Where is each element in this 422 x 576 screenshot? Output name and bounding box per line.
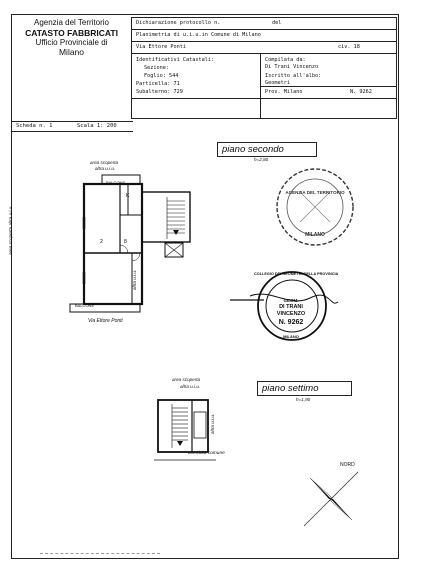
geometri-stamp-name1: DI TRANI <box>279 304 303 310</box>
svg-text:2: 2 <box>100 239 103 245</box>
floor-seventh-area-top: area scoperta <box>172 377 201 382</box>
catasto-title: CATASTO FABBRICATI <box>25 27 118 38</box>
floor-seventh-right-side: altra u.i.u. <box>210 413 215 434</box>
floor-second-height: h=2,80 <box>254 157 269 162</box>
particella-label: Particella: 71 <box>136 81 180 87</box>
agency-stamp-city: MILANO <box>305 232 325 238</box>
floor-second-right-side: altra u.i.u. <box>132 269 137 290</box>
agency-stamp-text: AGENZIA DEL TERRITORIO <box>285 190 345 195</box>
north-label: NORD <box>340 462 355 468</box>
floor-second-area-top: area scoperta <box>90 160 119 165</box>
header-divider <box>260 86 396 87</box>
geometri-stamp-label: GEOM. <box>283 298 299 303</box>
iscritto-label: Iscritto all'albo: <box>265 73 322 79</box>
floor-second-area-top-2: altra u.i.u. <box>95 166 116 171</box>
dichiarazione-label: Dichiarazione protocollo n. <box>136 20 221 26</box>
address-street: Via Ettore Ponti <box>136 44 186 50</box>
north-arrow-icon <box>300 468 362 530</box>
street-label: Via Ettore Ponti <box>88 318 123 324</box>
foglio-label: Foglio: 544 <box>144 73 179 79</box>
header-divider <box>132 98 396 99</box>
scheda-top-rule <box>11 121 133 122</box>
prov-label: Prov. Milano <box>265 89 303 95</box>
header-divider <box>132 53 396 54</box>
header-divider <box>132 41 396 42</box>
floor-seventh-area-top-2: altra u.i.u. <box>180 384 201 389</box>
floor-second-title: piano secondo <box>217 142 317 157</box>
corridor-label: corridoio comune <box>188 451 225 456</box>
geometri-stamp-name2: VINCENZO <box>276 311 306 317</box>
header-divider <box>132 29 396 30</box>
scale-label: Scala 1: 200 <box>77 123 117 129</box>
bottom-edge-mark <box>40 553 160 554</box>
del-label: del <box>272 20 282 26</box>
address-civic: civ. 18 <box>338 44 360 50</box>
balcone-top-label: BALCONE <box>106 180 126 185</box>
header-box <box>131 17 397 119</box>
albo-value: Geometri <box>265 80 290 86</box>
scheda-bottom-rule <box>11 131 133 132</box>
scheda-number: Scheda n. 1 <box>16 123 53 129</box>
province-name: Milano <box>58 47 85 58</box>
compilata-label: Compilata da: <box>265 57 306 63</box>
svg-text:K: K <box>126 193 130 199</box>
sezione-label: Sezione: <box>144 65 169 71</box>
agency-stamp <box>270 162 360 252</box>
geometri-stamp-number: N. 9262 <box>278 319 304 326</box>
ufficio-label: Ufficio Provinciale di <box>35 37 108 47</box>
identificativi-label: Identificativi Catastali: <box>136 57 215 63</box>
agency-block <box>14 18 129 58</box>
planimetria-label: Planimetria di u.i.u.in Comune di Milano <box>136 32 261 38</box>
geometri-stamp-ring: COLLEGIO DEI GEOMETRI DELLA PROVINCIA <box>254 272 339 276</box>
floor-seventh-height: h=1,90 <box>296 397 311 402</box>
geometri-stamp-city: MILANO <box>283 334 299 339</box>
floor-seventh-title: piano settimo <box>257 381 352 396</box>
compilatore-name: Di Trani Vincenzo <box>265 64 319 70</box>
subalterno-label: Subalterno: 729 <box>136 89 183 95</box>
svg-text:8: 8 <box>124 239 127 245</box>
balcone-bottom-label: BALCONE <box>75 303 95 308</box>
albo-number: N. 9262 <box>350 89 372 95</box>
floor-second-left-side: area scoperta altra u.i.u. <box>8 205 13 255</box>
agency-name: Agenzia del Territorio <box>33 18 109 27</box>
